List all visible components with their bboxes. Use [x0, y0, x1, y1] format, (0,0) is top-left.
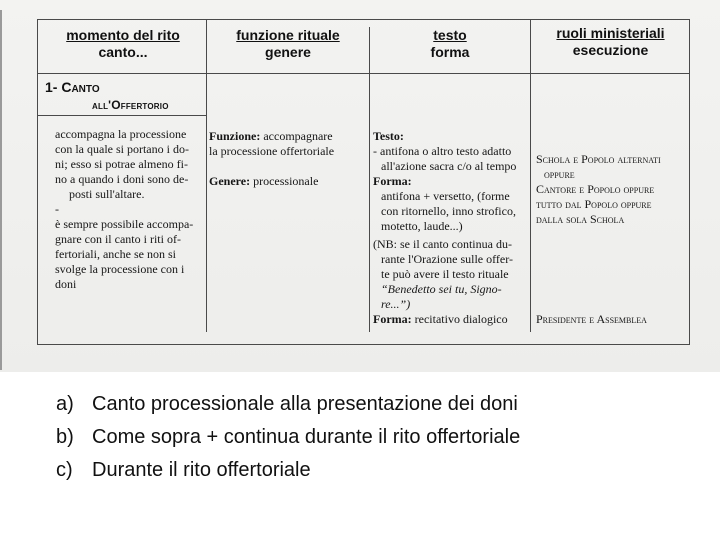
scan-edge: [0, 10, 2, 370]
column-divider-3: [530, 19, 531, 332]
option-a: [56, 388, 520, 421]
nb-quote-line: “Benedetto sei tu, Signo-: [381, 282, 502, 296]
option-marker: c): [56, 459, 73, 481]
header-testo-line1: testo: [433, 27, 467, 43]
momento-description: [55, 127, 193, 292]
ruoli-line: Schola e Popolo alternati: [536, 152, 661, 166]
momento-line: con la quale si portano i do-: [55, 142, 189, 156]
funzione-description: [209, 129, 334, 189]
momento-line: doni: [55, 277, 77, 291]
nb-line: te può avere il testo rituale: [381, 267, 509, 281]
header-momento-line2: canto...: [98, 44, 148, 60]
header-funzione-line1: funzione rituale: [236, 27, 340, 43]
header-funzione-line2: genere: [265, 44, 311, 60]
momento-line: -: [55, 202, 59, 216]
testo-line: - antifona o altro testo adatto: [373, 144, 512, 158]
header-testo-line2: forma: [430, 44, 470, 60]
forma2-line: [373, 312, 516, 327]
nb-quote-line: re...”): [381, 297, 411, 311]
momento-line: gnare con il canto i riti of-: [55, 232, 181, 246]
options-list: [56, 388, 520, 487]
header-testo: [370, 27, 530, 61]
momento-line: svolge la processione con i: [55, 262, 185, 276]
header-ruoli-line1: ruoli ministeriali: [556, 25, 665, 41]
forma-line: con ritornello, inno strofico,: [381, 204, 516, 218]
section-title-line2: all'Offertorio: [92, 98, 169, 112]
ruoli-bottom-line: Presidente e Assemblea: [536, 312, 647, 326]
forma-line: motetto, laude...): [381, 219, 463, 233]
genere-text: processionale: [250, 174, 319, 188]
forma2-label: Forma:: [373, 312, 412, 326]
funzione-text: accompagnare: [260, 129, 333, 143]
header-momento: [40, 27, 206, 61]
genere-line: [209, 174, 334, 189]
ruoli-line: Cantore e Popolo oppure: [536, 182, 655, 196]
header-ruoli-line2: esecuzione: [572, 42, 649, 58]
ruoli-line: dalla sola Schola: [536, 212, 625, 226]
testo-line: all'azione sacra c/o al tempo: [381, 159, 517, 173]
testo-label: Testo:: [373, 129, 404, 143]
column-divider-2: [369, 27, 370, 332]
funzione-line: [209, 129, 334, 144]
nb-line: (NB: se il canto continua du-: [373, 237, 512, 251]
section-title: [45, 78, 169, 114]
header-ruoli: [531, 25, 690, 59]
ruoli-line: oppure: [544, 167, 575, 181]
ruoli-line: tutto dal Popolo oppure: [536, 197, 652, 211]
section-title-line1: 1- Canto: [45, 79, 100, 95]
option-text: Canto processionale alla presentazione dei doni: [92, 393, 518, 415]
forma-label: Forma:: [373, 174, 412, 188]
testo-description: [373, 129, 516, 327]
header-momento-line1: momento del rito: [66, 27, 180, 43]
forma-line: antifona + versetto, (forme: [381, 189, 510, 203]
section-divider: [37, 115, 207, 116]
momento-line: no a quando i doni sono de-: [55, 172, 189, 186]
nb-line: rante l'Orazione sulle offer-: [381, 252, 513, 266]
funzione-label: Funzione:: [209, 129, 261, 143]
genere-label: Genere:: [209, 174, 251, 188]
option-b: [56, 421, 520, 454]
column-divider-1: [206, 19, 207, 332]
header-divider: [37, 73, 690, 74]
option-text: Come sopra + continua durante il rito offertoriale: [92, 426, 521, 448]
momento-line: ni; esso si potrae almeno fi-: [55, 157, 188, 171]
funzione-line-2: la processione offertoriale: [209, 144, 335, 158]
forma2-text: recitativo dialogico: [411, 312, 508, 326]
ruoli-description: [536, 152, 661, 227]
option-marker: b): [56, 426, 74, 448]
ruoli-bottom: [536, 312, 647, 327]
header-funzione: [207, 27, 369, 61]
option-marker: a): [56, 393, 74, 415]
momento-line: posti sull'altare.: [69, 187, 145, 201]
momento-line: accompagna la processione: [55, 127, 187, 141]
momento-line: è sempre possibile accompa-: [55, 217, 194, 231]
option-text: Durante il rito offertoriale: [92, 459, 311, 481]
momento-line: fertoriali, anche se non si: [55, 247, 176, 261]
option-c: [56, 454, 520, 487]
